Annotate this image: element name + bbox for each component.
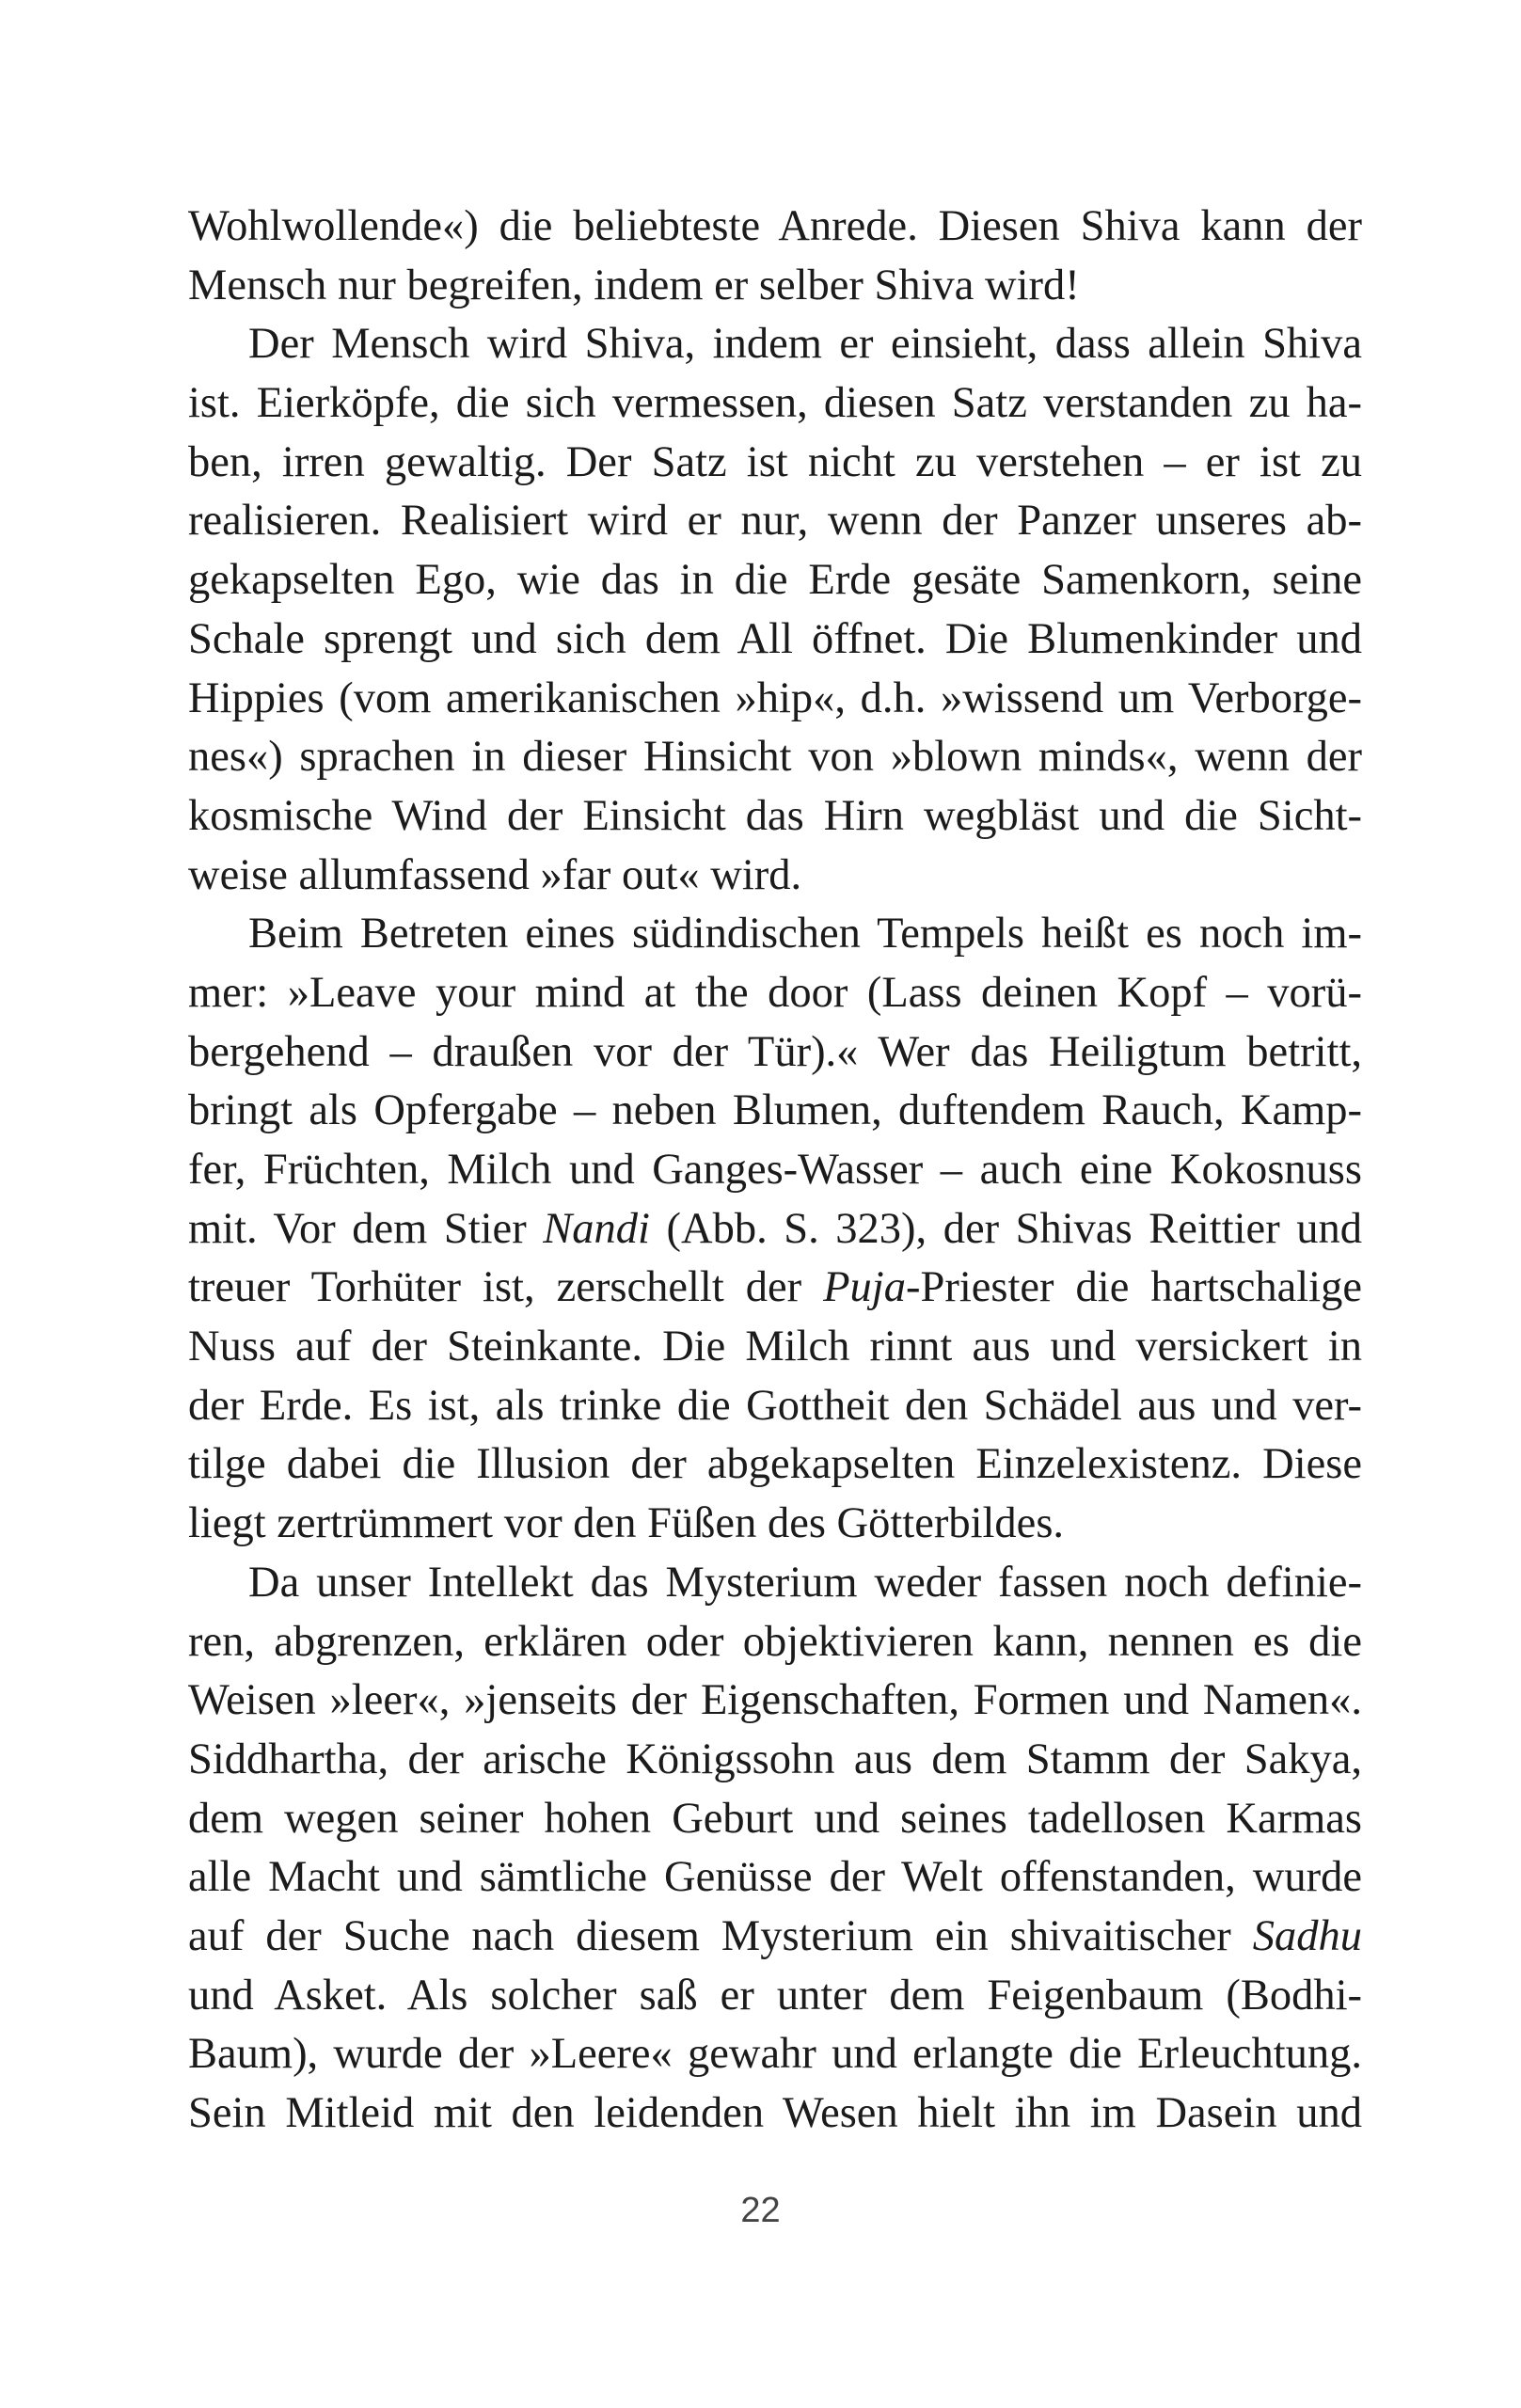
text-line: Mensch nur begreifen, indem er selber Shiva wird!	[188, 261, 1080, 309]
text-line: weise allumfassend »far out« wird.	[188, 850, 802, 899]
text-line: treuer Torhüter ist, zerschellt der Puja-Priester die hartschalige	[188, 1263, 1362, 1312]
text-line: und Asket. Als solcher saß er unter dem Feigenbaum (Bodhi-	[188, 1971, 1362, 2020]
text-line: der Erde. Es ist, als trinke die Gottheit den Schädel aus und ver-	[188, 1381, 1362, 1430]
text-line: liegt zertrümmert vor den Füßen des Götterbildes.	[188, 1499, 1065, 1548]
text-line: fer, Früchten, Milch und Ganges-Wasser – auch eine Kokosnuss	[188, 1146, 1362, 1194]
page-number: 22	[740, 2191, 781, 2230]
paragraph-start-line: Da unser Intellekt das Mysterium weder fassen noch definie-	[248, 1558, 1362, 1607]
text-line: ren, abgrenzen, erklären oder objektivieren kann, nennen es die	[188, 1617, 1362, 1666]
text-line: dem wegen seiner hohen Geburt und seines tadellosen Karmas	[188, 1794, 1362, 1843]
text-line: tilge dabei die Illusion der abgekapselten Einzelexistenz. Diese	[188, 1440, 1362, 1489]
paragraph-start-line: Beim Betreten eines südindischen Tempels heißt es noch im-	[248, 910, 1362, 958]
text-line: nes«) sprachen in dieser Hinsicht von »blown minds«, wenn der	[188, 733, 1362, 782]
text-line: Wohlwollende«) die beliebteste Anrede. Diesen Shiva kann der	[188, 202, 1362, 250]
italic-term-nandi: Nandi	[543, 1204, 650, 1253]
text-line: Sein Mitleid mit den leidenden Wesen hielt ihn im Dasein und	[188, 2089, 1362, 2137]
paragraph-start-line: Der Mensch wird Shiva, indem er einsieht, dass allein Shiva	[248, 320, 1362, 369]
text-line: Baum), wurde der »Leere« gewahr und erlangte die Erleuchtung.	[188, 2030, 1362, 2079]
text-line: bergehend – draußen vor der Tür).« Wer das Heiligtum betritt,	[188, 1027, 1362, 1076]
text-line: alle Macht und sämtliche Genüsse der Welt offenstanden, wurde	[188, 1853, 1362, 1902]
text-line: bringt als Opfergabe – neben Blumen, duftendem Rauch, Kamp-	[188, 1086, 1362, 1135]
text-line: ben, irren gewaltig. Der Satz ist nicht zu verstehen – er ist zu	[188, 437, 1362, 486]
text-line: mit. Vor dem Stier Nandi (Abb. S. 323), der Shivas Reittier und	[188, 1204, 1362, 1253]
body-text	[188, 198, 1362, 2144]
text-line: Siddhartha, der arische Königssohn aus dem Stamm der Sakya,	[188, 1735, 1362, 1783]
text-line: Schale sprengt und sich dem All öffnet. Die Blumenkinder und	[188, 614, 1362, 663]
text-line: ist. Eierköpfe, die sich vermessen, diesen Satz verstanden zu ha-	[188, 379, 1362, 428]
text-line: kosmische Wind der Einsicht das Hirn wegbläst und die Sicht-	[188, 791, 1362, 840]
italic-term-sadhu: Sadhu	[1252, 1911, 1362, 1960]
text-line: mer: »Leave your mind at the door (Lass deinen Kopf – vorü-	[188, 968, 1362, 1017]
text-line: Weisen »leer«, »jenseits der Eigenschaften, Formen und Namen«.	[188, 1676, 1362, 1725]
text-line: Nuss auf der Steinkante. Die Milch rinnt aus und versickert in	[188, 1323, 1362, 1371]
text-line: auf der Suche nach diesem Mysterium ein shivaitischer Sadhu	[188, 1911, 1362, 1960]
italic-term-puja: Puja	[823, 1263, 906, 1312]
text-line: Hippies (vom amerikanischen »hip«, d.h. »wissend um Verborge-	[188, 673, 1362, 722]
text-line: gekapselten Ego, wie das in die Erde gesäte Samenkorn, seine	[188, 556, 1362, 605]
text-line: realisieren. Realisiert wird er nur, wenn der Panzer unseres ab-	[188, 497, 1362, 546]
